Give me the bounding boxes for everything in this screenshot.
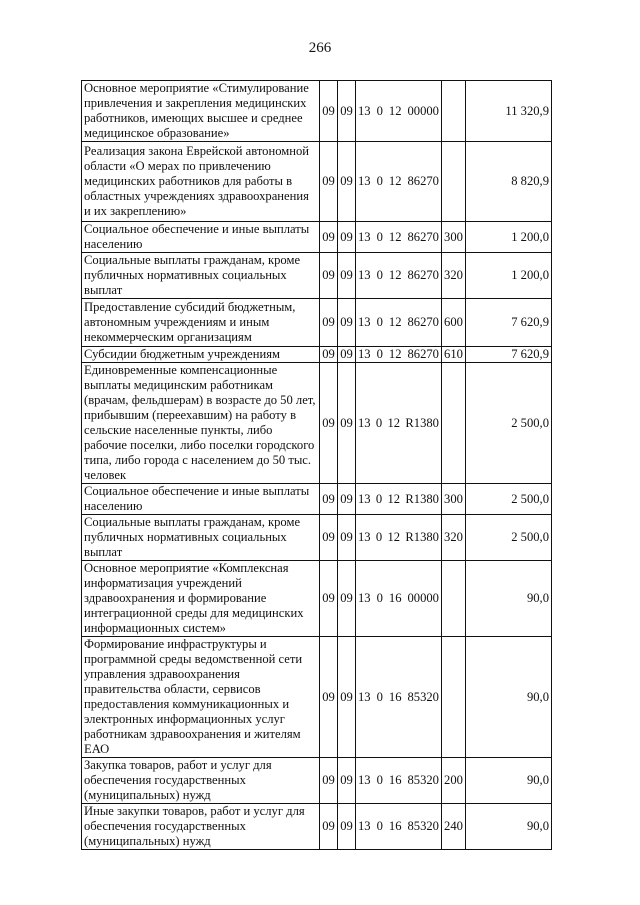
csr-part: 0 xyxy=(376,315,383,329)
row-amount: 90,0 xyxy=(466,804,552,850)
csr-part: 0 xyxy=(375,491,383,506)
csr-code xyxy=(358,104,439,119)
row-name: Социальное обеспечение и иные выплаты населению xyxy=(82,222,320,253)
csr-part: 12 xyxy=(388,174,402,188)
row-name: Основное мероприятие «Комплексная информатизация учреждений здравоохранения и формирование интеграционной среды для медицинских информационных систем» xyxy=(82,561,320,637)
csr-part: 16 xyxy=(388,591,402,605)
csr-code xyxy=(358,315,439,330)
row-amount: 90,0 xyxy=(466,637,552,758)
row-rz: 09 xyxy=(320,561,338,637)
row-name: Единовременные компенсационные выплаты медицинским работникам (врачам, фельдшерам) в возрасте до 50 лет, прибывшим (переехавшим) на работу в сельские населенные пункты, либо рабочие поселки, либо поселки городского типа, либо города с населением до 50 тыс. человек xyxy=(82,363,320,484)
csr-part: 16 xyxy=(388,689,402,704)
csr-part: 13 xyxy=(358,315,371,329)
csr-part: 13 xyxy=(358,415,371,430)
csr-part: 0 xyxy=(375,415,383,430)
row-name: Субсидии бюджетным учреждениям xyxy=(82,347,320,363)
row-rz: 09 xyxy=(320,363,338,484)
row-vr: 300 xyxy=(442,222,466,253)
csr-part: 13 xyxy=(358,103,371,118)
row-name: Социальное обеспечение и иные выплаты населению xyxy=(82,484,320,515)
row-pr: 09 xyxy=(338,142,356,222)
row-pr: 09 xyxy=(338,299,356,347)
csr-part: 12 xyxy=(388,315,402,329)
csr-part: 12 xyxy=(388,347,402,361)
row-pr: 09 xyxy=(338,347,356,363)
csr-code xyxy=(358,492,439,507)
row-csr xyxy=(356,804,442,850)
row-vr: 240 xyxy=(442,804,466,850)
csr-part: 12 xyxy=(387,530,401,544)
row-name: Предоставление субсидий бюджетным, автономным учреждениям и иным некоммерческим организациям xyxy=(82,299,320,347)
row-rz: 09 xyxy=(320,515,338,561)
csr-part: 0 xyxy=(375,530,383,544)
row-amount: 7 620,9 xyxy=(466,347,552,363)
table-row xyxy=(82,758,552,804)
row-pr: 09 xyxy=(338,253,356,299)
row-pr: 09 xyxy=(338,637,356,758)
table-row xyxy=(82,561,552,637)
row-rz: 09 xyxy=(320,81,338,142)
row-rz: 09 xyxy=(320,804,338,850)
csr-code xyxy=(358,230,439,245)
csr-part: 12 xyxy=(388,229,402,244)
budget-table-body xyxy=(82,81,552,850)
csr-code xyxy=(358,416,439,431)
csr-part: 13 xyxy=(358,491,371,506)
row-csr xyxy=(356,363,442,484)
row-pr: 09 xyxy=(338,758,356,804)
row-name: Закупка товаров, работ и услуг для обеспечения государственных (муниципальных) нужд xyxy=(82,758,320,804)
csr-part: 0 xyxy=(376,103,383,118)
csr-part: 12 xyxy=(388,268,402,282)
csr-part: 13 xyxy=(358,591,371,605)
table-row xyxy=(82,81,552,142)
row-amount: 2 500,0 xyxy=(466,484,552,515)
table-row xyxy=(82,253,552,299)
csr-part: 13 xyxy=(358,268,371,282)
row-pr: 09 xyxy=(338,804,356,850)
row-csr xyxy=(356,758,442,804)
csr-code xyxy=(358,819,439,834)
table-row xyxy=(82,299,552,347)
csr-code xyxy=(358,773,439,788)
csr-part: 86270 xyxy=(407,347,439,361)
row-csr xyxy=(356,637,442,758)
row-vr: 320 xyxy=(442,253,466,299)
csr-code xyxy=(358,347,439,362)
csr-part: 13 xyxy=(358,773,371,787)
csr-part: R1380 xyxy=(405,491,439,506)
table-row xyxy=(82,142,552,222)
csr-part: 0 xyxy=(376,819,383,833)
row-vr: 610 xyxy=(442,347,466,363)
csr-part: 85320 xyxy=(407,689,439,704)
row-csr xyxy=(356,347,442,363)
row-amount: 2 500,0 xyxy=(466,363,552,484)
csr-part: 85320 xyxy=(407,773,439,787)
row-rz: 09 xyxy=(320,347,338,363)
table-row xyxy=(82,515,552,561)
csr-part: 86270 xyxy=(407,174,439,188)
csr-part: 0 xyxy=(376,773,383,787)
row-amount: 7 620,9 xyxy=(466,299,552,347)
csr-part: 12 xyxy=(387,415,401,430)
row-name: Реализация закона Еврейской автономной области «О мерах по привлечению медицинских работников для работы в областных учреждениях здравоохранения и их закреплению» xyxy=(82,142,320,222)
budget-table xyxy=(81,80,552,850)
csr-part: 13 xyxy=(358,689,371,704)
row-name: Формирование инфраструктуры и программной среды ведомственной сети управления здравоохранения правительства области, сервисов предоставления коммуникационных и электронных информационных услуг работникам здравоохранения и жителям ЕАО xyxy=(82,637,320,758)
row-vr xyxy=(442,637,466,758)
csr-part: 86270 xyxy=(407,315,439,329)
table-row xyxy=(82,347,552,363)
csr-part: 0 xyxy=(376,689,383,704)
table-row xyxy=(82,484,552,515)
row-csr xyxy=(356,561,442,637)
csr-part: 00000 xyxy=(407,103,439,118)
row-amount: 1 200,0 xyxy=(466,222,552,253)
csr-part: 16 xyxy=(388,773,402,787)
row-amount: 11 320,9 xyxy=(466,81,552,142)
csr-code xyxy=(358,174,439,189)
row-csr xyxy=(356,253,442,299)
row-vr: 600 xyxy=(442,299,466,347)
row-vr xyxy=(442,81,466,142)
row-vr xyxy=(442,561,466,637)
row-rz: 09 xyxy=(320,484,338,515)
row-amount: 2 500,0 xyxy=(466,515,552,561)
row-csr xyxy=(356,484,442,515)
row-pr: 09 xyxy=(338,81,356,142)
csr-part: 85320 xyxy=(407,819,439,833)
csr-part: 86270 xyxy=(407,268,439,282)
csr-code xyxy=(358,690,439,705)
row-csr xyxy=(356,515,442,561)
csr-part: 13 xyxy=(358,819,371,833)
row-csr xyxy=(356,142,442,222)
csr-part: 0 xyxy=(376,347,383,361)
row-amount: 90,0 xyxy=(466,561,552,637)
row-csr xyxy=(356,81,442,142)
csr-part: 13 xyxy=(358,229,371,244)
csr-code xyxy=(358,530,439,545)
row-vr: 200 xyxy=(442,758,466,804)
table-row xyxy=(82,363,552,484)
row-rz: 09 xyxy=(320,253,338,299)
page-number: 266 xyxy=(308,40,332,56)
row-rz: 09 xyxy=(320,222,338,253)
row-amount: 8 820,9 xyxy=(466,142,552,222)
row-pr: 09 xyxy=(338,363,356,484)
csr-code xyxy=(358,591,439,606)
row-vr xyxy=(442,142,466,222)
csr-part: 00000 xyxy=(407,591,439,605)
csr-part: R1380 xyxy=(405,415,439,430)
row-vr: 320 xyxy=(442,515,466,561)
csr-part: 13 xyxy=(358,174,371,188)
csr-code xyxy=(358,268,439,283)
csr-part: 0 xyxy=(376,591,383,605)
csr-part: 86270 xyxy=(407,229,439,244)
row-rz: 09 xyxy=(320,299,338,347)
csr-part: 13 xyxy=(358,530,371,544)
csr-part: 16 xyxy=(388,819,402,833)
row-pr: 09 xyxy=(338,222,356,253)
row-rz: 09 xyxy=(320,637,338,758)
row-csr xyxy=(356,299,442,347)
row-vr: 300 xyxy=(442,484,466,515)
csr-part: 0 xyxy=(376,174,383,188)
row-pr: 09 xyxy=(338,515,356,561)
row-name: Иные закупки товаров, работ и услуг для обеспечения государственных (муниципальных) нужд xyxy=(82,804,320,850)
csr-part: 0 xyxy=(376,229,383,244)
row-vr xyxy=(442,363,466,484)
row-amount: 1 200,0 xyxy=(466,253,552,299)
table-row xyxy=(82,222,552,253)
row-csr xyxy=(356,222,442,253)
row-pr: 09 xyxy=(338,484,356,515)
row-rz: 09 xyxy=(320,758,338,804)
csr-part: 0 xyxy=(376,268,383,282)
row-name: Социальные выплаты гражданам, кроме публичных нормативных социальных выплат xyxy=(82,253,320,299)
row-name: Социальные выплаты гражданам, кроме публичных нормативных социальных выплат xyxy=(82,515,320,561)
row-rz: 09 xyxy=(320,142,338,222)
csr-part: 13 xyxy=(358,347,371,361)
row-pr: 09 xyxy=(338,561,356,637)
csr-part: 12 xyxy=(387,491,401,506)
row-name: Основное мероприятие «Стимулирование привлечения и закрепления медицинских работников, имеющих высшее и среднее медицинское образование» xyxy=(82,81,320,142)
table-row xyxy=(82,637,552,758)
row-amount: 90,0 xyxy=(466,758,552,804)
table-row xyxy=(82,804,552,850)
csr-part: 12 xyxy=(388,103,402,118)
csr-part: R1380 xyxy=(405,530,439,544)
